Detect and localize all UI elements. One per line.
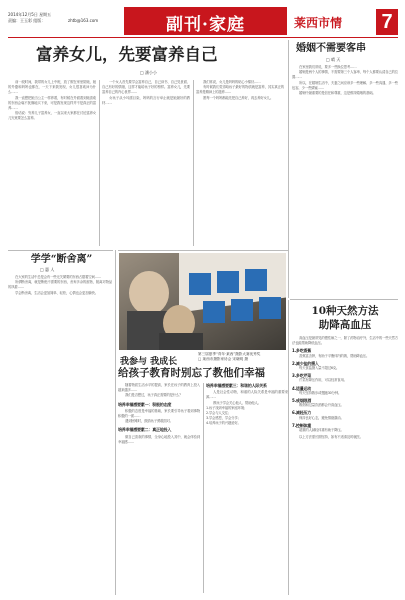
main-byline: □ 潘小小 bbox=[140, 70, 158, 75]
paragraph: 芹菜有降压作用，可以经常食用。 bbox=[299, 378, 347, 383]
list-heading: 6.减轻压力 bbox=[292, 410, 312, 416]
divider bbox=[203, 383, 204, 593]
feature-photo bbox=[119, 253, 286, 350]
paragraph: 教孩子学会关心他人、帮助他人。 bbox=[213, 400, 261, 405]
subheading: 培养幸福感要素一：积极的态度 bbox=[118, 401, 172, 407]
email: zhtb@163.com bbox=[68, 18, 99, 23]
paragraph: 女孩子从小耳濡目染，妈妈的言行举止就是她最好的教材…… bbox=[102, 95, 190, 105]
divider bbox=[290, 299, 398, 300]
section-name: 副刊·家庭 bbox=[166, 15, 245, 35]
paragraph: 保持良好心态，避免情绪激动。 bbox=[299, 415, 344, 420]
page-number: 7 bbox=[381, 11, 393, 33]
list-heading: 5.戒烟限酒 bbox=[292, 398, 312, 404]
divider bbox=[193, 80, 194, 246]
paragraph: 俗话说：穷养儿子富养女，一直以来大家都在讨论富养女儿究竟要怎么富养。 bbox=[8, 111, 96, 121]
photo-illustration bbox=[119, 253, 286, 350]
feature-col-2 bbox=[206, 383, 288, 593]
health-body bbox=[292, 336, 398, 594]
divider bbox=[288, 40, 289, 298]
paper-name: 莱西市情 bbox=[294, 16, 343, 30]
paragraph: 每天坚持散步或慢跑30分钟。 bbox=[299, 390, 342, 395]
photo-tag: 我参与 我成长 bbox=[120, 357, 178, 367]
paragraph: 愿每一个妈妈都能先把自己养好，再去养好女儿。 bbox=[203, 95, 274, 100]
paragraph: 学会断舍离，生活会更加简单、轻松，心情也会更加愉快。 bbox=[15, 290, 98, 295]
date-line: 2014年12月5日 星期五 bbox=[8, 12, 52, 17]
divider bbox=[288, 300, 289, 595]
paragraph: 婚姻中最重要的是信任和尊重，这是维持婚姻的基础。 bbox=[299, 91, 376, 96]
paragraph: 高血压是最常见的慢性病之一，除了药物治疗外，生活中的一些天然方法也能帮助降低血压。 bbox=[292, 336, 398, 346]
paragraph: 人是社会性动物，和谐的人际关系是幸福的重要来源…… bbox=[206, 390, 288, 400]
paragraph: 婚姻是两个人的事情，不需要第三个人客串，每个人都要认清自己的位置…… bbox=[292, 70, 398, 80]
main-col-2 bbox=[102, 80, 190, 246]
divider bbox=[99, 80, 100, 246]
left-byline: □ 惠 人 bbox=[40, 267, 55, 272]
editor-line: 责编：王玉彩 组版： bbox=[8, 18, 46, 23]
main-col-1 bbox=[8, 80, 96, 246]
paragraph: 超重的人减轻体重有助于降压。 bbox=[299, 428, 344, 433]
paragraph: 做自己喜欢的事情，全身心地投入其中，就会体验到幸福感…… bbox=[118, 434, 200, 444]
side-title: 婚姻不需要客串 bbox=[296, 43, 366, 54]
paragraph: 积极的态度是幸福的基础，家长要引导孩子看到事物积极的一面…… bbox=[118, 408, 200, 419]
paragraph: 每天食盐摄入量不超过6克。 bbox=[299, 366, 340, 371]
side-byline: □ 晴 天 bbox=[326, 57, 341, 62]
paragraph: 所以，在婚姻生活中，夫妻之间应该多一些理解、多一些沟通、多一些包容，少一些猜疑…… bbox=[292, 80, 398, 90]
list-item: 4.培养孩子的兴趣爱好。 bbox=[206, 421, 241, 426]
feature-col-1 bbox=[118, 383, 200, 593]
list-item: 2.学会与人交往； bbox=[206, 411, 232, 416]
paragraph: 香蕉富含钾，有助于平衡体内的钠，帮助降血压。 bbox=[299, 353, 370, 358]
paragraph: 所谓断舍离，就是断绝不需要的东西，舍弃多余的废物，脱离对物品的执着…… bbox=[8, 280, 112, 290]
list-heading: 2.减少盐的摄入 bbox=[292, 360, 319, 366]
paragraph: 在家里我们常说，要多一些换位思考…… bbox=[299, 65, 357, 69]
list-item: 1.孩子找到幸福的家庭环境； bbox=[206, 405, 248, 410]
section-banner bbox=[124, 7, 287, 35]
masthead bbox=[0, 0, 405, 38]
side-body bbox=[292, 65, 398, 297]
subheading: 培养幸福感要素三：和谐的人际关系 bbox=[206, 383, 267, 388]
paragraph: 前一段时间，我带的女儿上中班，放了假在家里陪她，她的外婆和妈妈也都在，一天下来我发现，女儿很喜欢问为什么…… bbox=[8, 80, 96, 95]
list-heading: 4.适量运动 bbox=[292, 385, 312, 391]
main-title: 富养女儿，先要富养自己 bbox=[36, 45, 218, 64]
paragraph: 一个女人首先要学会富养自己，自己读书、自己见世面、自己有好的情绪，这样才能给孩子好的榜样。富养女儿，先要富养自己的内心世界…… bbox=[102, 80, 190, 95]
photo-credit: □ 莱西市摄影家协会 宋晓明 摄 bbox=[198, 357, 248, 361]
subheading: 培养幸福感要素二：真正地投入 bbox=[118, 427, 172, 433]
feature-title: 给孩子教育时别忘了教他们幸福 bbox=[118, 367, 265, 379]
divider bbox=[115, 250, 116, 595]
main-col-3 bbox=[196, 80, 284, 246]
paragraph: 有时候我们觉得给孩子最好的物质就是富养，其实真正的富养是精神上的滋养…… bbox=[196, 85, 284, 95]
left-body bbox=[8, 275, 112, 593]
photo-caption: 第三届夏季“青年·莱西”摄影大赛优秀奖 bbox=[198, 352, 261, 356]
paragraph: 我们是否想过，孩子真正需要的是什么？ bbox=[125, 393, 183, 398]
page-number-box bbox=[376, 9, 398, 35]
left-title: 学学“断舍离” bbox=[30, 254, 93, 265]
health-title-line1: 10种天然方法 bbox=[311, 305, 379, 317]
list-heading: 3.多吃芹菜 bbox=[292, 373, 312, 379]
paragraph: 遇到困难时，鼓励孩子勇敢面对。 bbox=[125, 419, 173, 424]
paragraph: 随着物质生活水平的提高，家长在孩子的教育上投入越来越多…… bbox=[118, 383, 200, 393]
divider bbox=[118, 250, 288, 251]
header-rule bbox=[8, 37, 398, 38]
paragraph: 以上方法需长期坚持，如有不适请及时就医。 bbox=[299, 435, 363, 440]
divider bbox=[8, 250, 113, 251]
list-heading: 7.控制体重 bbox=[292, 422, 312, 428]
health-title-line2: 助降高血压 bbox=[318, 319, 372, 331]
list-item: 3.学会感恩，学会分享； bbox=[206, 416, 241, 421]
list-heading: 1.多吃香蕉 bbox=[292, 348, 312, 354]
paragraph: 在大家的生活中总是会有一些无关紧要的东西占据着空间…… bbox=[15, 275, 102, 279]
paragraph: 我们常说，女儿是妈妈的贴心小棉袄…… bbox=[203, 80, 261, 84]
paragraph: 我一直想把她当公主一样养着，有时候在外面看到她喜欢的东西会毫不犹豫地买下来，可是我发现这样并不是真正的富养…… bbox=[8, 95, 96, 111]
paragraph: 吸烟和过量饮酒都会升高血压。 bbox=[299, 403, 344, 408]
